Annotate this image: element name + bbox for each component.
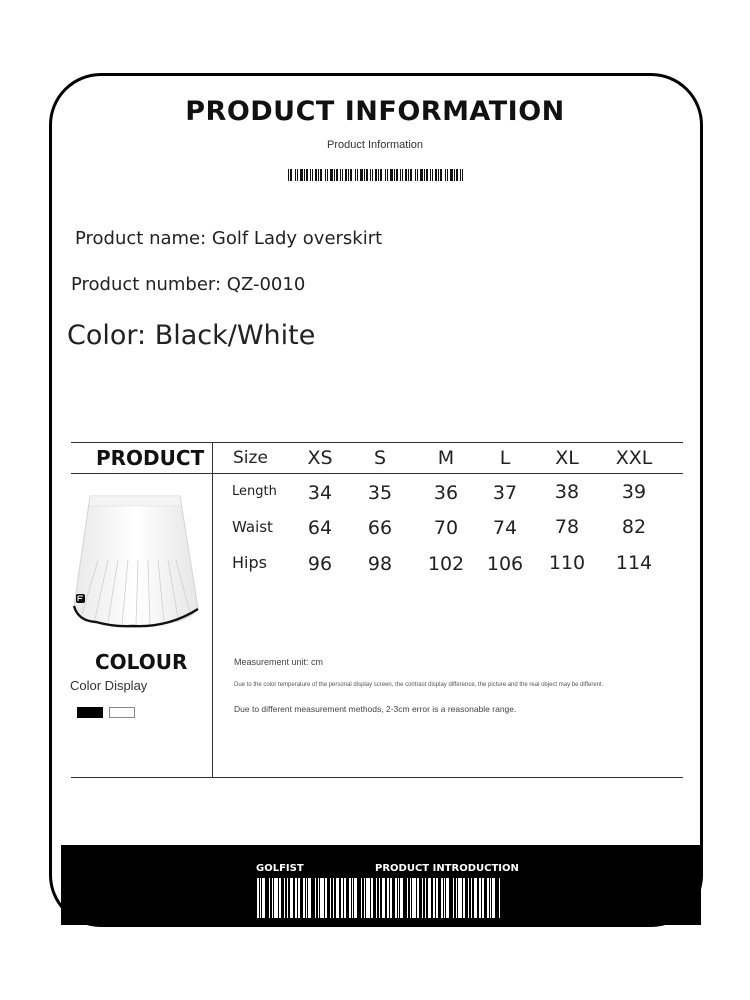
hips-l: 106 xyxy=(486,553,524,575)
length-xl: 38 xyxy=(554,481,580,503)
table-column-divider xyxy=(212,442,213,778)
waist-xxl: 82 xyxy=(621,516,647,538)
row-label-waist: Waist xyxy=(232,518,273,536)
table-top-border xyxy=(71,442,683,443)
waist-xl: 78 xyxy=(554,516,580,538)
colour-heading: COLOUR xyxy=(95,650,188,674)
barcode-large-icon xyxy=(257,878,501,918)
length-l: 37 xyxy=(492,482,518,504)
measurement-unit-note: Measurement unit: cm xyxy=(234,657,324,667)
row-label-hips: Hips xyxy=(232,553,267,572)
size-header-m: M xyxy=(437,447,455,469)
product-name: Product name: Golf Lady overskirt xyxy=(75,228,383,249)
colour-display-label: Color Display xyxy=(70,678,148,693)
size-header-s: S xyxy=(373,447,387,469)
page-title: PRODUCT INFORMATION xyxy=(185,96,565,127)
footer-brand: GOLFIST xyxy=(256,863,304,874)
color-swatch-white xyxy=(109,707,135,718)
product-color: Color: Black/White xyxy=(67,320,316,351)
table-bottom-border xyxy=(71,777,683,778)
length-s: 35 xyxy=(367,482,393,504)
hips-xxl: 114 xyxy=(615,552,653,574)
length-m: 36 xyxy=(433,482,459,504)
waist-s: 66 xyxy=(367,517,393,539)
footer-introduction: PRODUCT INTRODUCTION xyxy=(375,863,519,874)
barcode-small-icon xyxy=(288,169,464,181)
size-header-label: Size xyxy=(233,448,268,468)
color-swatch-black xyxy=(77,707,103,718)
row-label-length: Length xyxy=(232,484,277,499)
hips-s: 98 xyxy=(367,553,393,575)
size-header-xs: XS xyxy=(307,447,333,469)
table-header-border xyxy=(71,473,683,474)
product-heading: PRODUCT xyxy=(96,446,205,470)
color-difference-note: Due to the color temperature of the personal display screen, the contrast display difference, the picture and the real object may be different. xyxy=(234,682,604,688)
product-number: Product number: QZ-0010 xyxy=(71,274,306,295)
waist-xs: 64 xyxy=(307,517,333,539)
hips-m: 102 xyxy=(427,553,465,575)
size-header-xl: XL xyxy=(555,447,579,469)
waist-m: 70 xyxy=(433,517,459,539)
size-header-xxl: XXL xyxy=(615,447,653,469)
waist-l: 74 xyxy=(492,517,518,539)
hips-xs: 96 xyxy=(307,553,333,575)
size-header-l: L xyxy=(499,447,511,469)
hips-xl: 110 xyxy=(548,552,586,574)
measurement-error-note: Due to different measurement methods, 2-3cm error is a reasonable range. xyxy=(234,704,517,714)
page-subtitle: Product Information xyxy=(327,139,423,151)
length-xxl: 39 xyxy=(621,481,647,503)
skirt-image xyxy=(68,488,206,636)
length-xs: 34 xyxy=(307,482,333,504)
